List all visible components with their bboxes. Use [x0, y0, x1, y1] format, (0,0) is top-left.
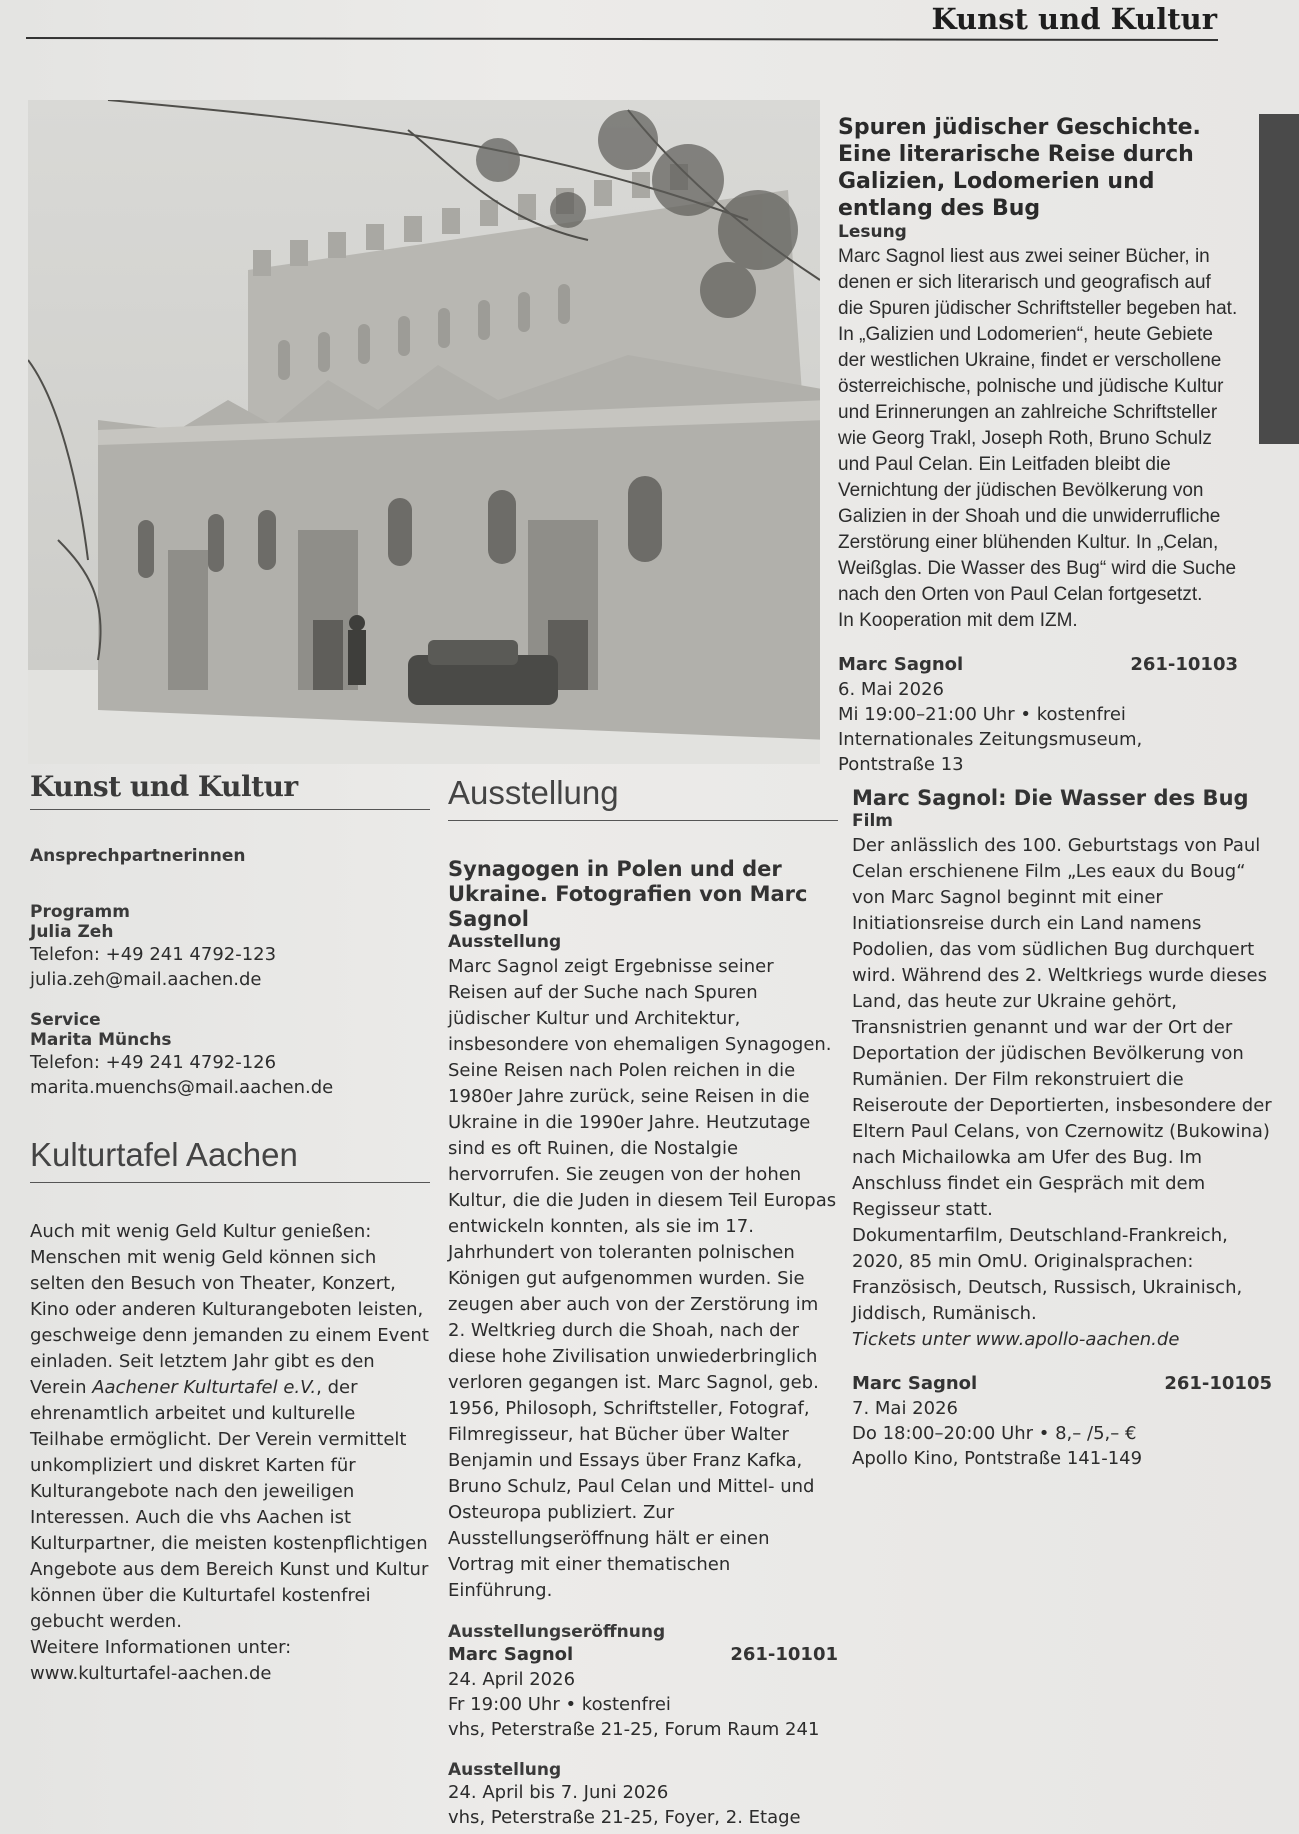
contacts-column: [30, 770, 430, 1687]
programm-name: Julia Zeh: [30, 922, 114, 942]
opening-speaker-row: [448, 1642, 838, 1667]
opening-date: 24. April 2026: [448, 1669, 576, 1690]
event-speaker-row: [852, 1371, 1272, 1396]
kulturtafel-text: Auch mit wenig Geld Kultur genießen: Menschen mit wenig Geld können sich selten den Besuch von Theater, Konzert, Kino oder anderen Kulturangeboten leisten, geschweige denn jemanden zu einem Event einladen. Seit letztem Jahr gibt es den Verein Aachener Kulturtafel e.V., der ehrenamtlich arbeitet und kulturelle Teilhabe ermöglicht. Der Verein vermittelt unkompliziert und diskret Karten für Kulturangebote nach den jeweiligen Interessen. Auch die vhs Aachen ist Kulturpartner, die meisten kostenpflichtigen Angebote aus dem Bereich Kunst und Kultur können über die Kulturtafel kostenfrei gebucht werden.: [30, 1221, 429, 1632]
event-title: Marc Sagnol: Die Wasser des Bug: [852, 786, 1249, 810]
event-date: 7. Mai 2026: [852, 1398, 958, 1419]
section-title: Kunst und Kultur: [30, 770, 430, 810]
exhibition-column: [448, 774, 838, 1830]
opening-speaker: Marc Sagnol: [448, 1644, 574, 1665]
event-description: Marc Sagnol zeigt Ergebnisse seiner Reisen auf der Suche nach Spuren jüdischer Kultur und Architektur, insbesondere von ehemaligen Synagogen. Seine Reisen nach Polen reichen in die 1980er Jahre zurück, seine Reisen in die Ukraine in die 1990er Jahre. Heutzutage sind es oft Ruinen, die Nostalgie hervorrufen. Sie zeugen von der hohen Kultur, die die Juden in diesem Teil Europas entwickeln konnten, als sie im 17. Jahrhundert von toleranten polnischen Königen gut aufgenommen wurden. Sie zeugen aber auch von der Zerstörung im 2. Weltkrieg durch die Shoah, nach der diese hohe Zivilisation unwiederbringlich verloren gegangen ist. Marc Sagnol, geb. 1956, Philosoph, Schriftsteller, Fotograf, Filmregisseur, hat Bücher über Walter Benjamin und Essays über Franz Kafka, Bruno Schulz, Paul Celan und Mittel- und Osteuropa publiziert. Zur Ausstellungseröffnung hält er einen Vortrag mit einer thematischen Einführung.: [448, 956, 837, 1601]
event-title: Spuren jüdischer Geschichte. Eine literarische Reise durch Galizien, Lodomerien und entlang des Bug: [838, 115, 1201, 221]
section-title: Ausstellung: [448, 774, 838, 821]
opening-time: Fr 19:00 Uhr • kostenfrei: [448, 1694, 671, 1715]
course-code: 261-10105: [1164, 1373, 1272, 1394]
event-time: Mi 19:00–21:00 Uhr • kostenfrei: [838, 704, 1126, 725]
event-lesung: [838, 114, 1238, 777]
event-genre: Film: [852, 811, 893, 831]
kulturtafel-more: Weitere Informationen unter:: [30, 1637, 292, 1658]
event-tickets[interactable]: Tickets unter www.apollo-aachen.de: [852, 1329, 1180, 1350]
header-section-title: Kunst und Kultur: [931, 2, 1217, 36]
event-title: Synagogen in Polen und der Ukraine. Fotografien von Marc Sagnol: [448, 857, 808, 931]
service-role: Service: [30, 1010, 101, 1030]
event-speaker-row: [838, 652, 1238, 677]
photo-illustration: [28, 100, 820, 764]
kulturtafel-title: Kulturtafel Aachen: [30, 1136, 430, 1183]
side-tab-marker: [1259, 114, 1299, 444]
service-phone[interactable]: Telefon: +49 241 4792-126: [30, 1052, 277, 1073]
course-code: 261-10101: [730, 1644, 838, 1665]
programm-phone[interactable]: Telefon: +49 241 4792-123: [30, 944, 277, 965]
event-speaker: Marc Sagnol: [838, 654, 964, 675]
event-description: Marc Sagnol liest aus zwei seiner Bücher, in denen er sich literarisch und geografisch auf die Spuren jüdischer Schriftsteller begeben hat. In „Galizien und Lodomerien“, heute Gebiete der westlichen Ukraine, findet er verschollene österreichische, polnische und jüdische Kultur und Erinnerungen an zahlreiche Schriftsteller wie Georg Trakl, Joseph Roth, Bruno Schulz und Paul Celan. Ein Leitfaden bleibt die Vernichtung der jüdischen Bevölkerung von Galizien in der Shoah und die unwiderrufliche Zerstörung einer blühenden Kultur. In „Celan, Weißglas. Die Wasser des Bug“ wird die Suche nach den Orten von Paul Celan fortgesetzt.: [838, 246, 1238, 605]
programm-email[interactable]: julia.zeh@mail.aachen.de: [30, 969, 262, 990]
event-speaker: Marc Sagnol: [852, 1373, 978, 1394]
contacts-heading: Ansprechpartnerinnen: [30, 846, 246, 866]
kulturtafel-link[interactable]: www.kulturtafel-aachen.de: [30, 1663, 272, 1684]
event-place: Apollo Kino, Pontstraße 141-149: [852, 1448, 1143, 1469]
event-genre: Ausstellung: [448, 932, 562, 952]
synagogue-photo: [28, 100, 820, 764]
header-rule: [26, 37, 1218, 41]
event-time: Do 18:00–20:00 Uhr • 8,– /5,– €: [852, 1423, 1137, 1444]
event-cooperation: In Kooperation mit dem IZM.: [838, 610, 1078, 631]
service-name: Marita Münchs: [30, 1030, 172, 1050]
event-date: 6. Mai 2026: [838, 679, 944, 700]
event-place: Internationales Zeitungsmuseum, Pontstraße 13: [838, 729, 1143, 775]
exhibition-heading: Ausstellung: [448, 1760, 562, 1780]
programm-role: Programm: [30, 902, 130, 922]
opening-heading: Ausstellungseröffnung: [448, 1622, 666, 1642]
course-code: 261-10103: [1130, 654, 1238, 675]
service-email[interactable]: marita.muenchs@mail.aachen.de: [30, 1077, 334, 1098]
exhibition-place: vhs, Peterstraße 21-25, Foyer, 2. Etage: [448, 1807, 801, 1828]
event-description: Der anlässlich des 100. Geburtstags von Paul Celan erschienene Film „Les eaux du Boug“ von Marc Sagnol beginnt mit einer Initiationsreise durch ein Land namens Podolien, das vom südlichen Bug durchquert wird. Während des 2. Weltkriegs wurde dieses Land, das heute zur Ukraine gehört, Transnistrien genannt und war der Ort der Deportation der jüdischen Bevölkerung von Rumänien. Der Film rekonstruiert die Reiseroute der Deportierten, insbesondere der Eltern Paul Celans, von Czernowitz (Bukowina) nach Michailowka am Ufer des Bug. Im Anschluss findet ein Gespräch mit dem Regisseur statt.: [852, 835, 1272, 1220]
event-film: [852, 786, 1272, 1471]
event-doc-info: Dokumentarfilm, Deutschland-Frankreich, 2020, 85 min OmU. Originalsprachen: Französisch, Deutsch, Russisch, Ukrainisch, Jiddisch, Rumänisch.: [852, 1225, 1243, 1324]
opening-place: vhs, Peterstraße 21-25, Forum Raum 241: [448, 1719, 820, 1740]
event-genre: Lesung: [838, 222, 907, 242]
exhibition-date: 24. April bis 7. Juni 2026: [448, 1782, 669, 1803]
